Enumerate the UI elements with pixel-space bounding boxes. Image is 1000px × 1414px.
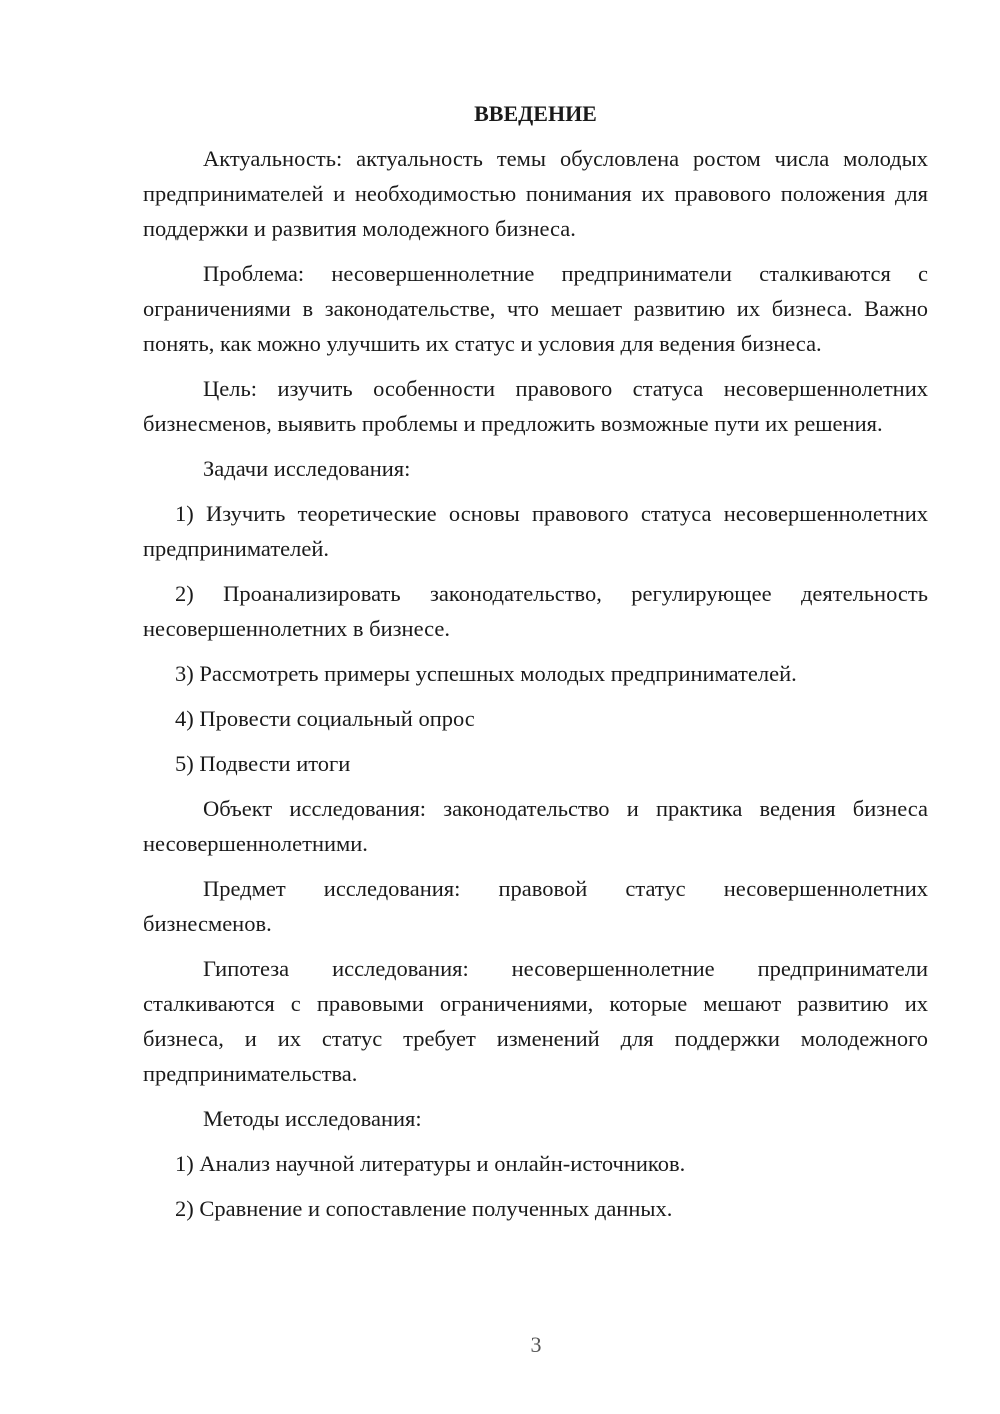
paragraph-subject: Предмет исследования: правовой статус несовершеннолетних бизнесменов. [143,876,928,936]
task-item-1: 1) Изучить теоретические основы правового статуса несовершеннолетних предпринимателей. [143,501,928,561]
section-title: ВВЕДЕНИЕ [474,101,597,126]
paragraph-tasks-heading: Задачи исследования: [203,456,411,481]
paragraph-hypothesis: Гипотеза исследования: несовершеннолетние предприниматели сталкиваются с правовыми ограничениями, которые мешают развитию их бизнеса, и их статус требует изменений для поддержки молодежного предпринимательства. [143,956,928,1086]
task-item-2: 2) Проанализировать законодательство, регулирующее деятельность несовершеннолетних в бизнесе. [143,581,928,641]
method-item-1: 1) Анализ научной литературы и онлайн-источников. [175,1151,686,1176]
paragraph-relevance: Актуальность: актуальность темы обусловлена ростом числа молодых предпринимателей и необходимостью понимания их правового положения для поддержки и развития молодежного бизнеса. [143,146,928,241]
task-item-3: 3) Рассмотреть примеры успешных молодых предпринимателей. [175,661,797,686]
paragraph-object: Объект исследования: законодательство и практика ведения бизнеса несовершеннолетними. [143,796,928,856]
task-item-5: 5) Подвести итоги [175,751,351,776]
page-number: 3 [530,1332,542,1357]
method-item-2: 2) Сравнение и сопоставление полученных данных. [175,1196,673,1221]
paragraph-problem: Проблема: несовершеннолетние предприниматели сталкиваются с ограничениями в законодательстве, что мешает развитию их бизнеса. Важно понять, как можно улучшить их статус и условия для ведения бизнеса. [143,261,928,356]
task-item-4: 4) Провести социальный опрос [175,706,475,731]
paragraph-goal: Цель: изучить особенности правового статуса несовершеннолетних бизнесменов, выявить проблемы и предложить возможные пути их решения. [143,376,928,436]
paragraph-methods-heading: Методы исследования: [203,1106,422,1131]
document-body [143,96,928,1236]
